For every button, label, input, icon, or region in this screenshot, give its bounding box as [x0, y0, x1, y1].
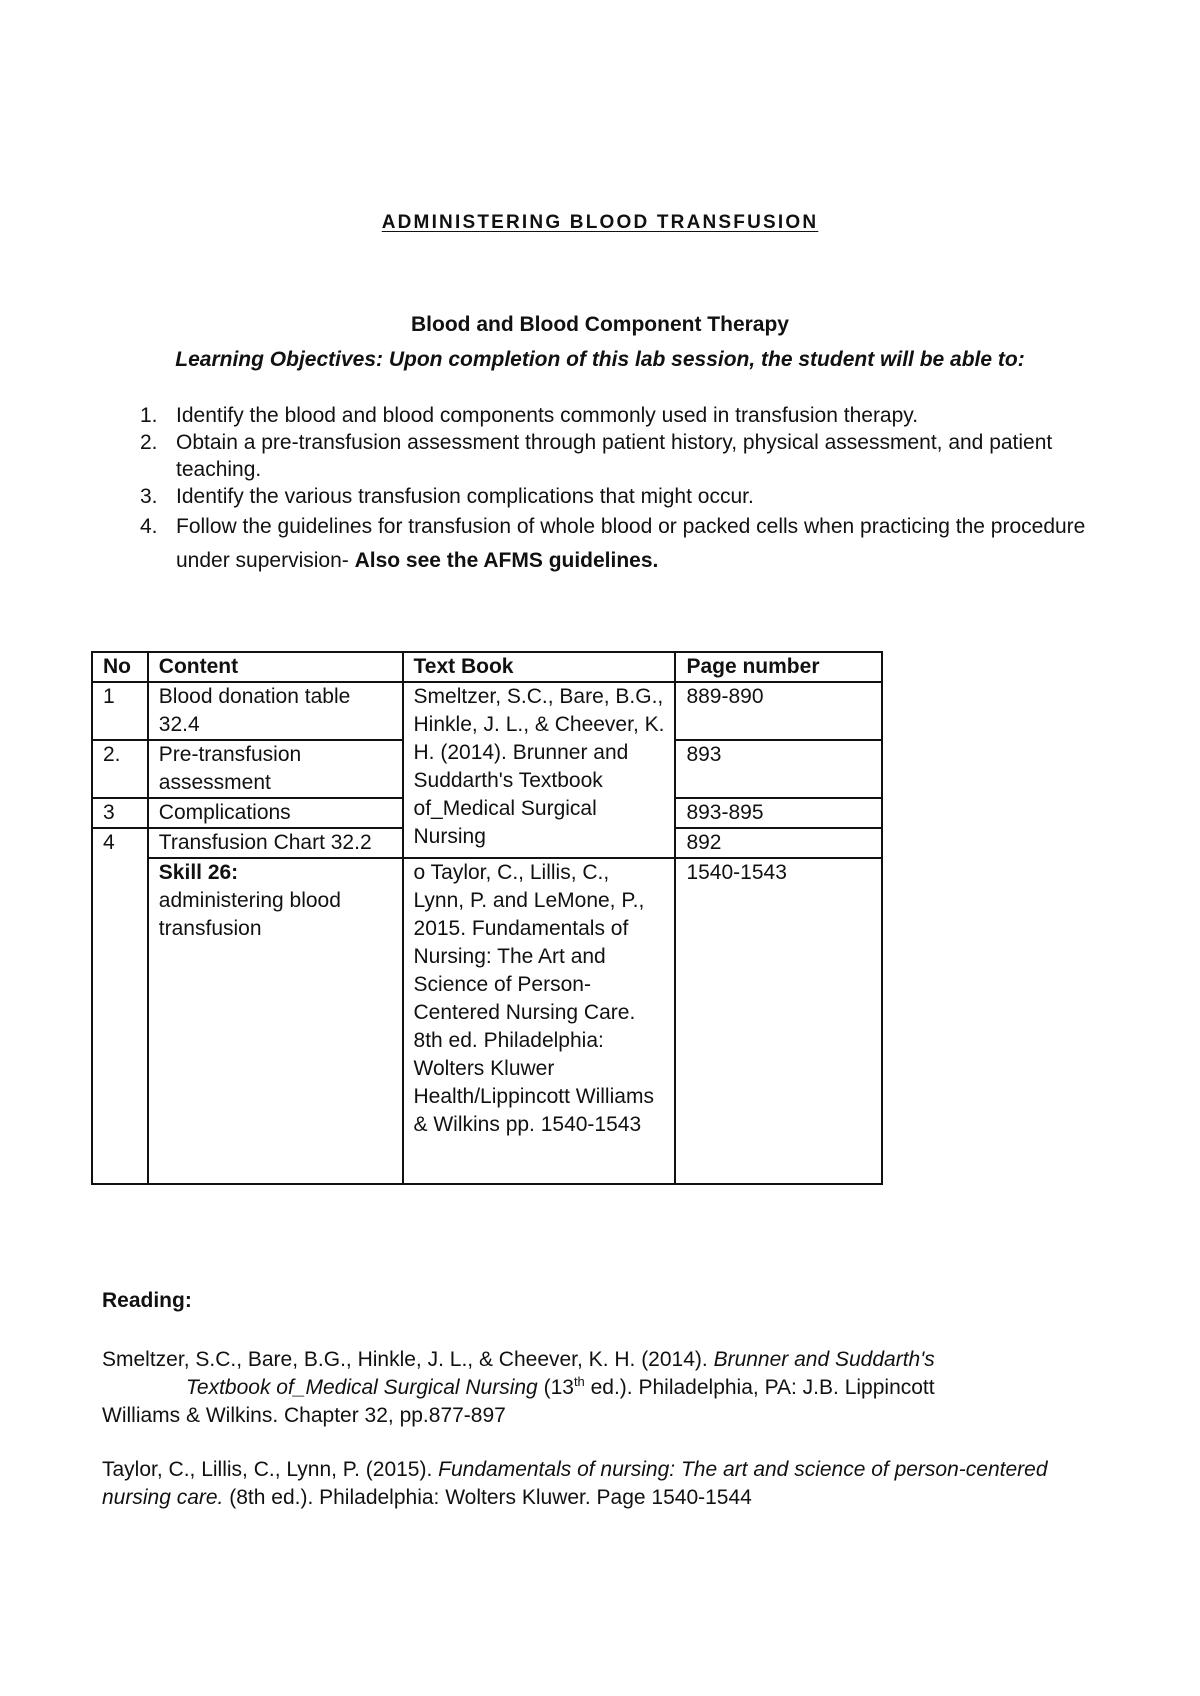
ref-authors: Smeltzer, S.C., Bare, B.G., Hinkle, J. L., & Cheever, K. H. (2014). [102, 1348, 714, 1371]
objective-text: Identify the blood and blood components commonly used in transfusion therapy. [176, 404, 919, 427]
table-row [92, 682, 882, 740]
header-no: No [92, 652, 148, 682]
objective-text: Obtain a pre-transfusion assessment through patient history, physical assessment, and patient teaching. [176, 431, 1053, 481]
objectives-list [0, 402, 1200, 578]
objectives-heading: Learning Objectives: Upon completion of this lab session, the student will be able to: [175, 348, 1025, 371]
ref-title: Fundamentals of nursing: The art and science of person-centered nursing care. [102, 1458, 1048, 1509]
objective-number: 2. [140, 431, 158, 454]
ref-edition-open: (13 [537, 1376, 574, 1399]
cell-page: 893-895 [675, 798, 882, 828]
cell-text-book: Smeltzer, S.C., Bare, B.G., Hinkle, J. L., & Cheever, K. H. (2014). Brunner and Suddarth's Textbook of_Medical Surgical Nursing [403, 682, 676, 858]
ref-edition-close: ed.). Philadelphia, PA: J.B. Lippincott [584, 1376, 935, 1399]
cell-page: 889-890 [675, 682, 882, 740]
reference-taylor [102, 1456, 1122, 1512]
cell-no: 1 [92, 682, 148, 740]
ref-authors: Taylor, C., Lillis, C., Lynn, P. (2015). [102, 1458, 439, 1481]
objective-text: Follow the guidelines for transfusion of whole blood or packed cells when practicing the procedure under supervision- [176, 515, 1086, 572]
reference-table [91, 651, 883, 1185]
ref-title-part2: Textbook of_Medical Surgical Nursing [186, 1376, 538, 1399]
document-subtitle: Blood and Blood Component Therapy [411, 313, 789, 336]
document-title: ADMINISTERING BLOOD TRANSFUSION [381, 212, 819, 233]
table-row [92, 858, 882, 1184]
header-content: Content [148, 652, 403, 682]
cell-content-skill [148, 858, 403, 1184]
skill-title: Skill 26: [158, 861, 239, 884]
reading-heading: Reading: [102, 1289, 192, 1312]
header-page-number: Page number [675, 652, 882, 682]
ref-tail: Williams & Wilkins. Chapter 32, pp.877-897 [102, 1404, 506, 1427]
cell-no: 3 [92, 798, 148, 828]
cell-content: Complications [148, 798, 403, 828]
ref-tail: (8th ed.). Philadelphia: Wolters Kluwer. Page 1540-1544 [223, 1486, 752, 1509]
cell-page: 892 [675, 828, 882, 858]
header-text-book: Text Book [403, 652, 676, 682]
cell-no: 2. [92, 740, 148, 798]
cell-content: Pre-transfusion assessment [148, 740, 403, 798]
cell-no: 4 [92, 828, 148, 1184]
objective-item [0, 510, 1200, 578]
objective-item [0, 429, 1200, 483]
cell-text-book: o Taylor, C., Lillis, C., Lynn, P. and LeMone, P., 2015. Fundamentals of Nursing: The Art and Science of Person-Centered Nursing Care. 8th ed. Philadelphia: Wolters Kluwer Health/Lippincott Williams & Wilkins pp. 1540-1543 [403, 858, 676, 1184]
objective-number: 3. [140, 485, 158, 508]
objective-item [0, 483, 1200, 510]
skill-content: administering blood transfusion [158, 889, 341, 940]
cell-page: 1540-1543 [675, 858, 882, 1184]
objective-text-wrap [176, 510, 1136, 578]
ref-indent-line [102, 1374, 1122, 1402]
objective-number: 1. [140, 404, 158, 427]
objective-bold-note: Also see the AFMS guidelines. [354, 549, 659, 572]
objective-text: Identify the various transfusion complications that might occur. [176, 485, 754, 508]
ref-title-part1: Brunner and Suddarth's [713, 1348, 935, 1371]
objective-number: 4. [140, 515, 158, 538]
objective-item [0, 402, 1200, 429]
cell-content: Blood donation table 32.4 [148, 682, 403, 740]
reference-smeltzer [102, 1346, 1122, 1430]
cell-page: 893 [675, 740, 882, 798]
ref-edition-sup: th [573, 1374, 585, 1389]
table-header-row [92, 652, 882, 682]
cell-content: Transfusion Chart 32.2 [148, 828, 403, 858]
